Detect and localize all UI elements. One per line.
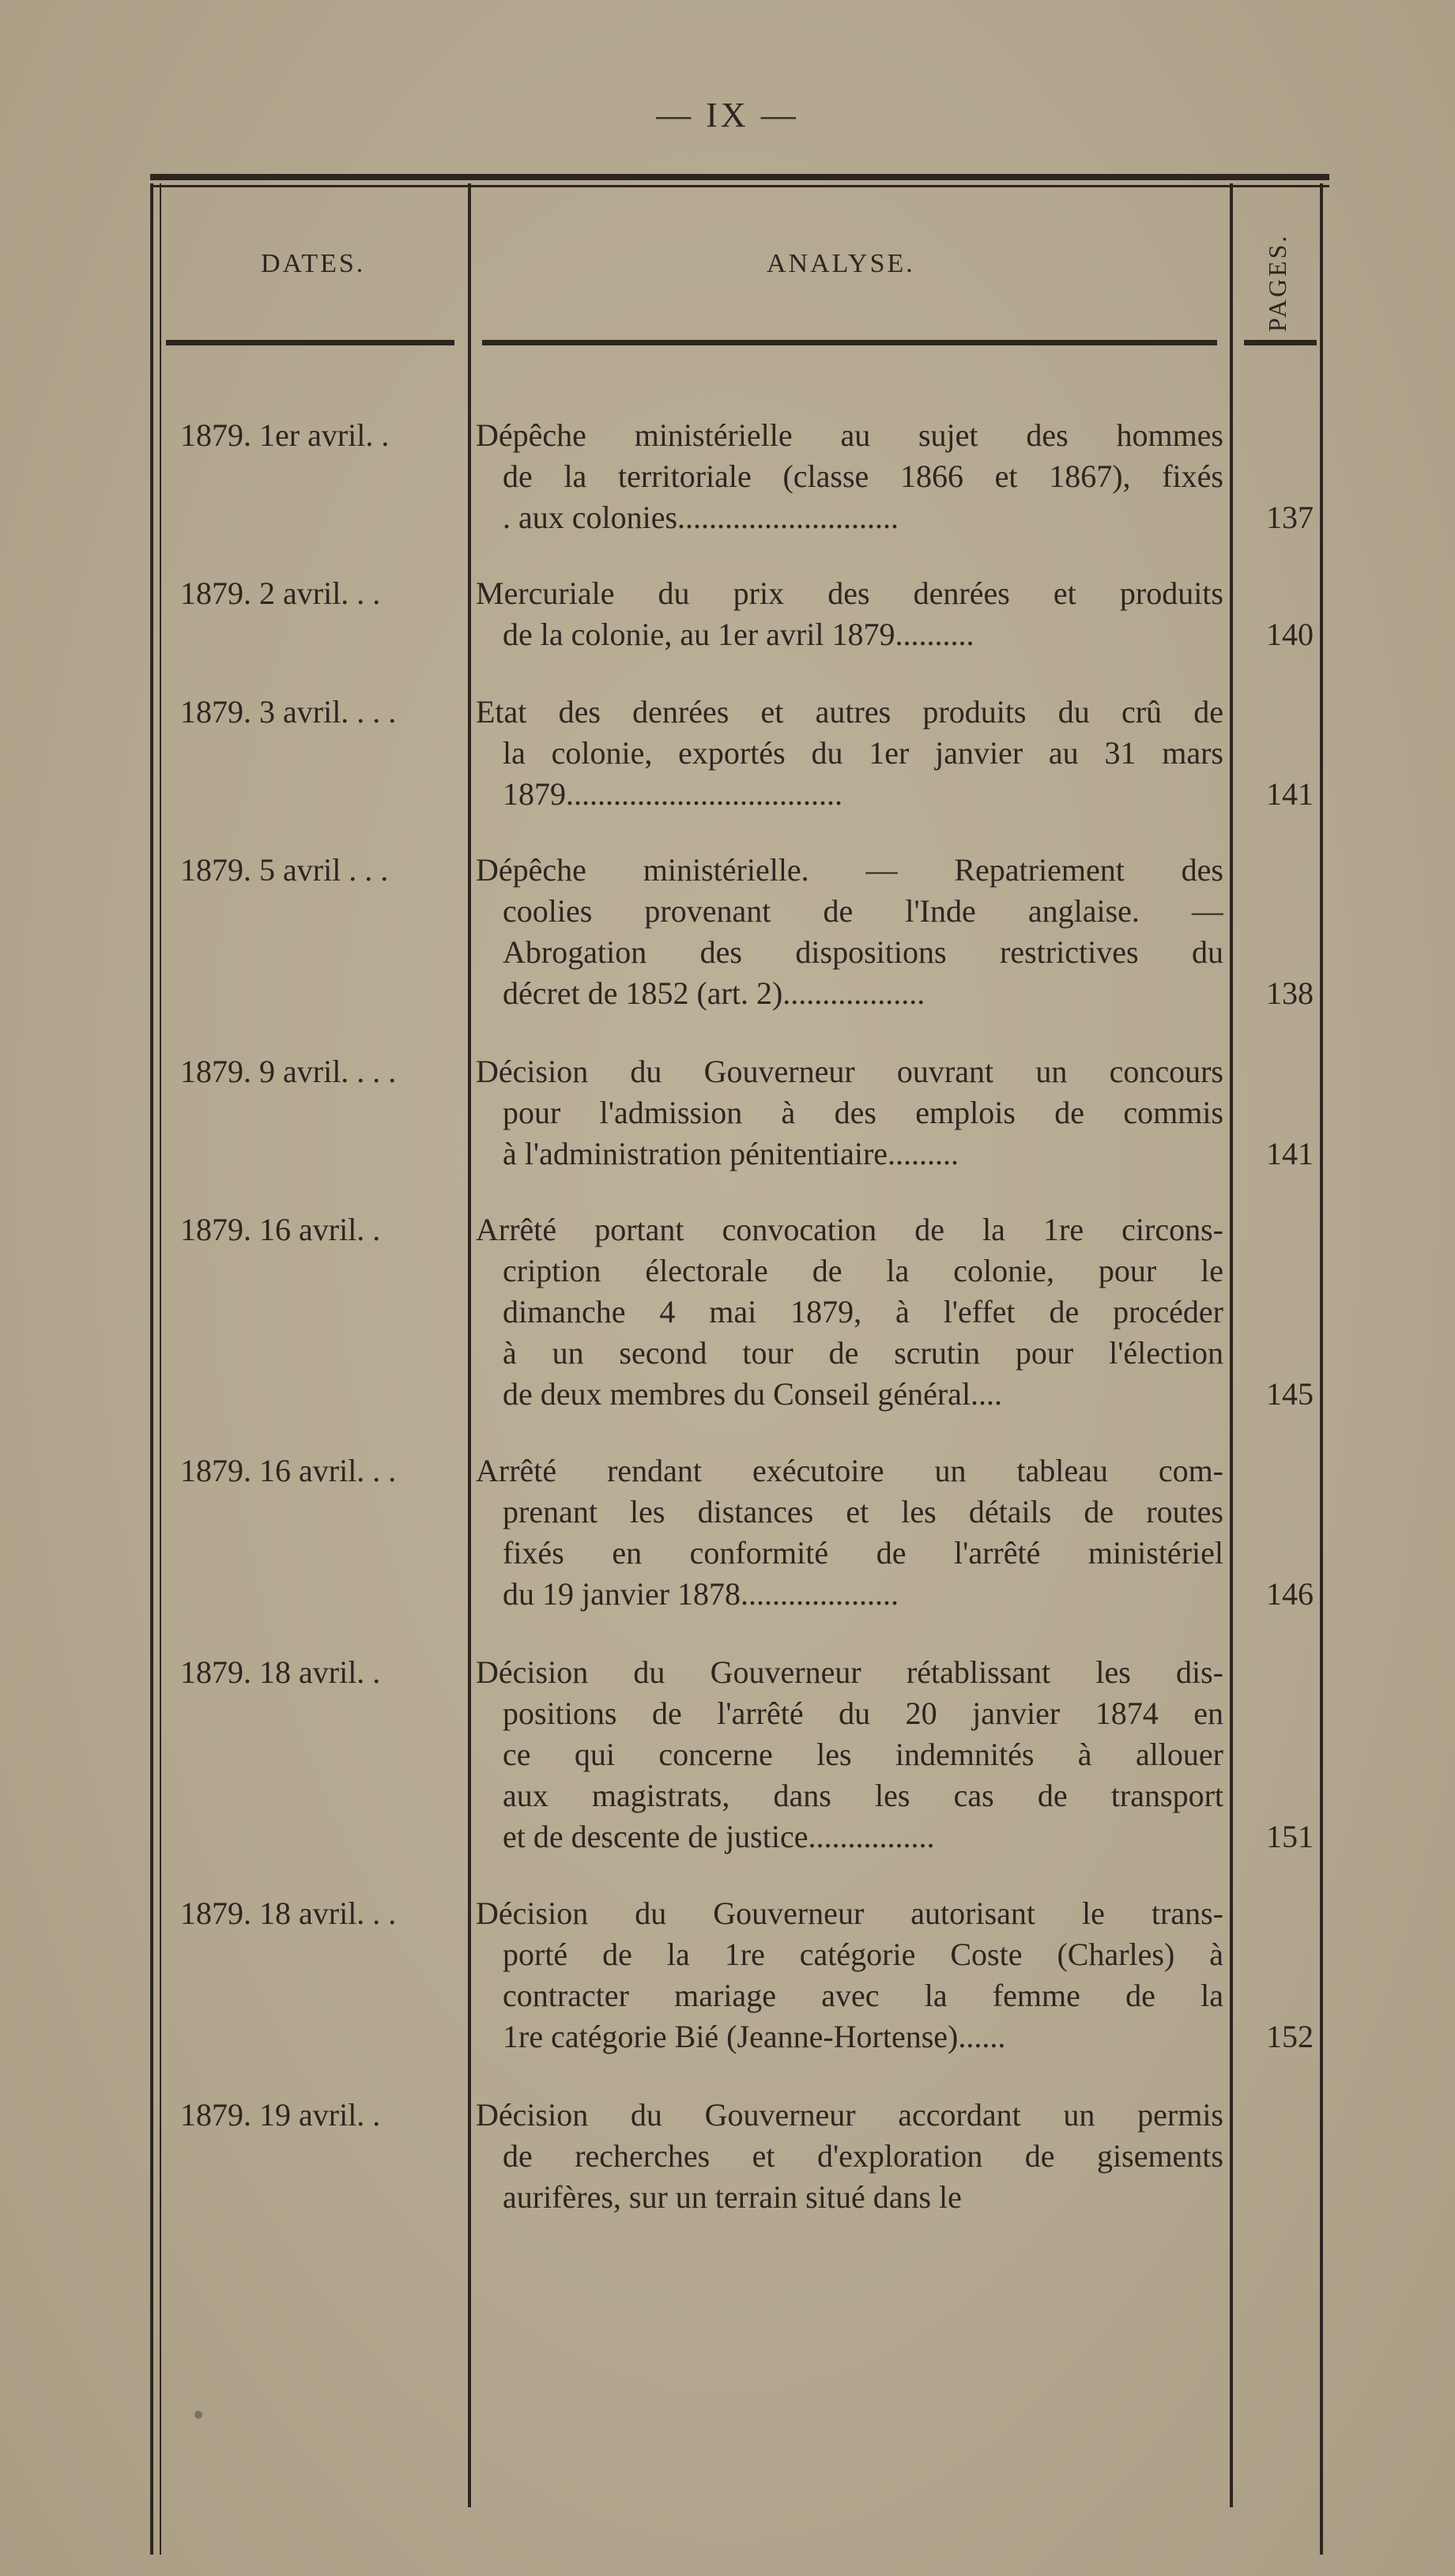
analysis-line: de deux membres du Conseil général.... — [503, 1376, 1003, 1412]
pages-header-rule — [1244, 340, 1317, 345]
analysis-line: ce qui concerne les indemnités à allouer — [503, 1737, 1223, 1772]
analysis-line: du 19 janvier 1878.................... — [503, 1576, 899, 1612]
analysis-line: dimanche 4 mai 1879, à l'effet de procéder — [503, 1294, 1223, 1329]
analysis-line: à un second tour de scrutin pour l'élection — [503, 1335, 1223, 1371]
analysis-line: . aux colonies............................ — [503, 500, 899, 535]
entry-date: 1879. 18 avril. . . — [180, 1895, 397, 1931]
analysis-line: de la colonie, au 1er avril 1879.......... — [503, 617, 974, 652]
analysis-line: Dépêche ministérielle. — Repatriement des — [476, 852, 1223, 888]
analysis-line: Décision du Gouverneur ouvrant un concours — [476, 1054, 1223, 1089]
analysis-line: cription électorale de la colonie, pour le — [503, 1253, 1223, 1288]
entry-page: 140 — [1266, 617, 1314, 652]
entry-page: 137 — [1266, 500, 1314, 535]
entry-date: 1879. 18 avril. . — [180, 1654, 381, 1690]
entry-analysis — [476, 415, 1223, 538]
pages-column-header-text: PAGES. — [1263, 233, 1291, 332]
entry-analysis — [476, 1652, 1223, 1858]
entry-page: 138 — [1266, 975, 1314, 1011]
entry-analysis — [476, 692, 1223, 815]
analysis-line: aux magistrats, dans les cas de transport — [503, 1778, 1223, 1813]
analysis-line: prenant les distances et les détails de routes — [503, 1494, 1223, 1529]
analysis-line: aurifères, sur un terrain situé dans le — [503, 2179, 962, 2215]
right-border — [1320, 183, 1323, 2555]
analysis-line: Etat des denrées et autres produits du crû de — [476, 694, 1223, 730]
analysis-line: et de descente de justice................ — [503, 1819, 935, 1854]
analysis-line: la colonie, exportés du 1er janvier au 31 mars — [503, 735, 1223, 771]
analysis-table — [150, 174, 1329, 2569]
entry-page: 145 — [1266, 1376, 1314, 1412]
entry-date: 1879. 2 avril. . . — [180, 575, 381, 611]
analysis-line: porté de la 1re catégorie Coste (Charles) à — [503, 1937, 1223, 1972]
left-border — [150, 183, 153, 2555]
left-border-inner — [160, 183, 161, 2555]
analysis-line: Décision du Gouverneur autorisant le trans- — [476, 1895, 1223, 1931]
analysis-line: de la territoriale (classe 1866 et 1867), fixés — [503, 458, 1223, 494]
analysis-line: Arrêté rendant exécutoire un tableau com- — [476, 1453, 1223, 1488]
entry-analysis — [476, 1209, 1223, 1415]
dates-column-header: DATES. — [261, 249, 366, 278]
analyse-column-header: ANALYSE. — [767, 249, 915, 278]
entry-page: 152 — [1266, 2019, 1314, 2054]
analysis-line: Arrêté portant convocation de la 1re circons- — [476, 1212, 1223, 1247]
analysis-line: contracter mariage avec la femme de la — [503, 1978, 1223, 2013]
page-header: — IX — — [656, 96, 799, 134]
entry-date: 1879. 9 avril. . . . — [180, 1054, 397, 1089]
dates-header-rule — [166, 340, 454, 345]
analysis-line: Mercuriale du prix des denrées et produits — [476, 575, 1223, 611]
entry-page: 146 — [1266, 1576, 1314, 1612]
analysis-line: coolies provenant de l'Inde anglaise. — — [503, 893, 1223, 929]
entry-analysis — [476, 2095, 1223, 2218]
analysis-line: pour l'admission à des emplois de commis — [503, 1095, 1223, 1130]
analysis-line: 1879................................... — [503, 776, 842, 812]
analysis-line: à l'administration pénitentiaire......... — [503, 1136, 959, 1171]
entry-analysis — [476, 1893, 1223, 2057]
entry-page: 151 — [1266, 1819, 1314, 1854]
analysis-line: décret de 1852 (art. 2).................. — [503, 975, 925, 1011]
entry-analysis — [476, 1051, 1223, 1175]
entry-analysis — [476, 573, 1223, 655]
pages-column-header — [1250, 206, 1306, 340]
entry-date: 1879. 16 avril. . — [180, 1212, 381, 1247]
entry-date: 1879. 19 avril. . — [180, 2097, 381, 2133]
paper-speck — [194, 2411, 202, 2419]
entry-analysis — [476, 1450, 1223, 1615]
top-rule-thin — [150, 185, 1329, 187]
entry-date: 1879. 3 avril. . . . — [180, 694, 397, 730]
analysis-line: Décision du Gouverneur accordant un permis — [476, 2097, 1223, 2133]
analysis-line: de recherches et d'exploration de gisements — [503, 2138, 1223, 2174]
top-rule — [150, 174, 1329, 180]
entry-date: 1879. 16 avril. . . — [180, 1453, 397, 1488]
dates-column-divider — [468, 183, 471, 2507]
analyse-header-rule — [482, 340, 1217, 345]
analyse-column-divider — [1230, 183, 1233, 2507]
analysis-line: Décision du Gouverneur rétablissant les dis- — [476, 1654, 1223, 1690]
entry-date: 1879. 5 avril . . . — [180, 852, 389, 888]
entry-date: 1879. 1er avril. . — [180, 417, 390, 453]
analysis-line: positions de l'arrêté du 20 janvier 1874 en — [503, 1695, 1223, 1731]
analysis-line: 1re catégorie Bié (Jeanne-Hortense)...... — [503, 2019, 1006, 2054]
analysis-line: Dépêche ministérielle au sujet des hommes — [476, 417, 1223, 453]
entry-page: 141 — [1266, 776, 1314, 812]
entry-page: 141 — [1266, 1136, 1314, 1171]
analysis-line: fixés en conformité de l'arrêté ministériel — [503, 1535, 1223, 1571]
entry-analysis — [476, 850, 1223, 1014]
analysis-line: Abrogation des dispositions restrictives du — [503, 934, 1223, 970]
